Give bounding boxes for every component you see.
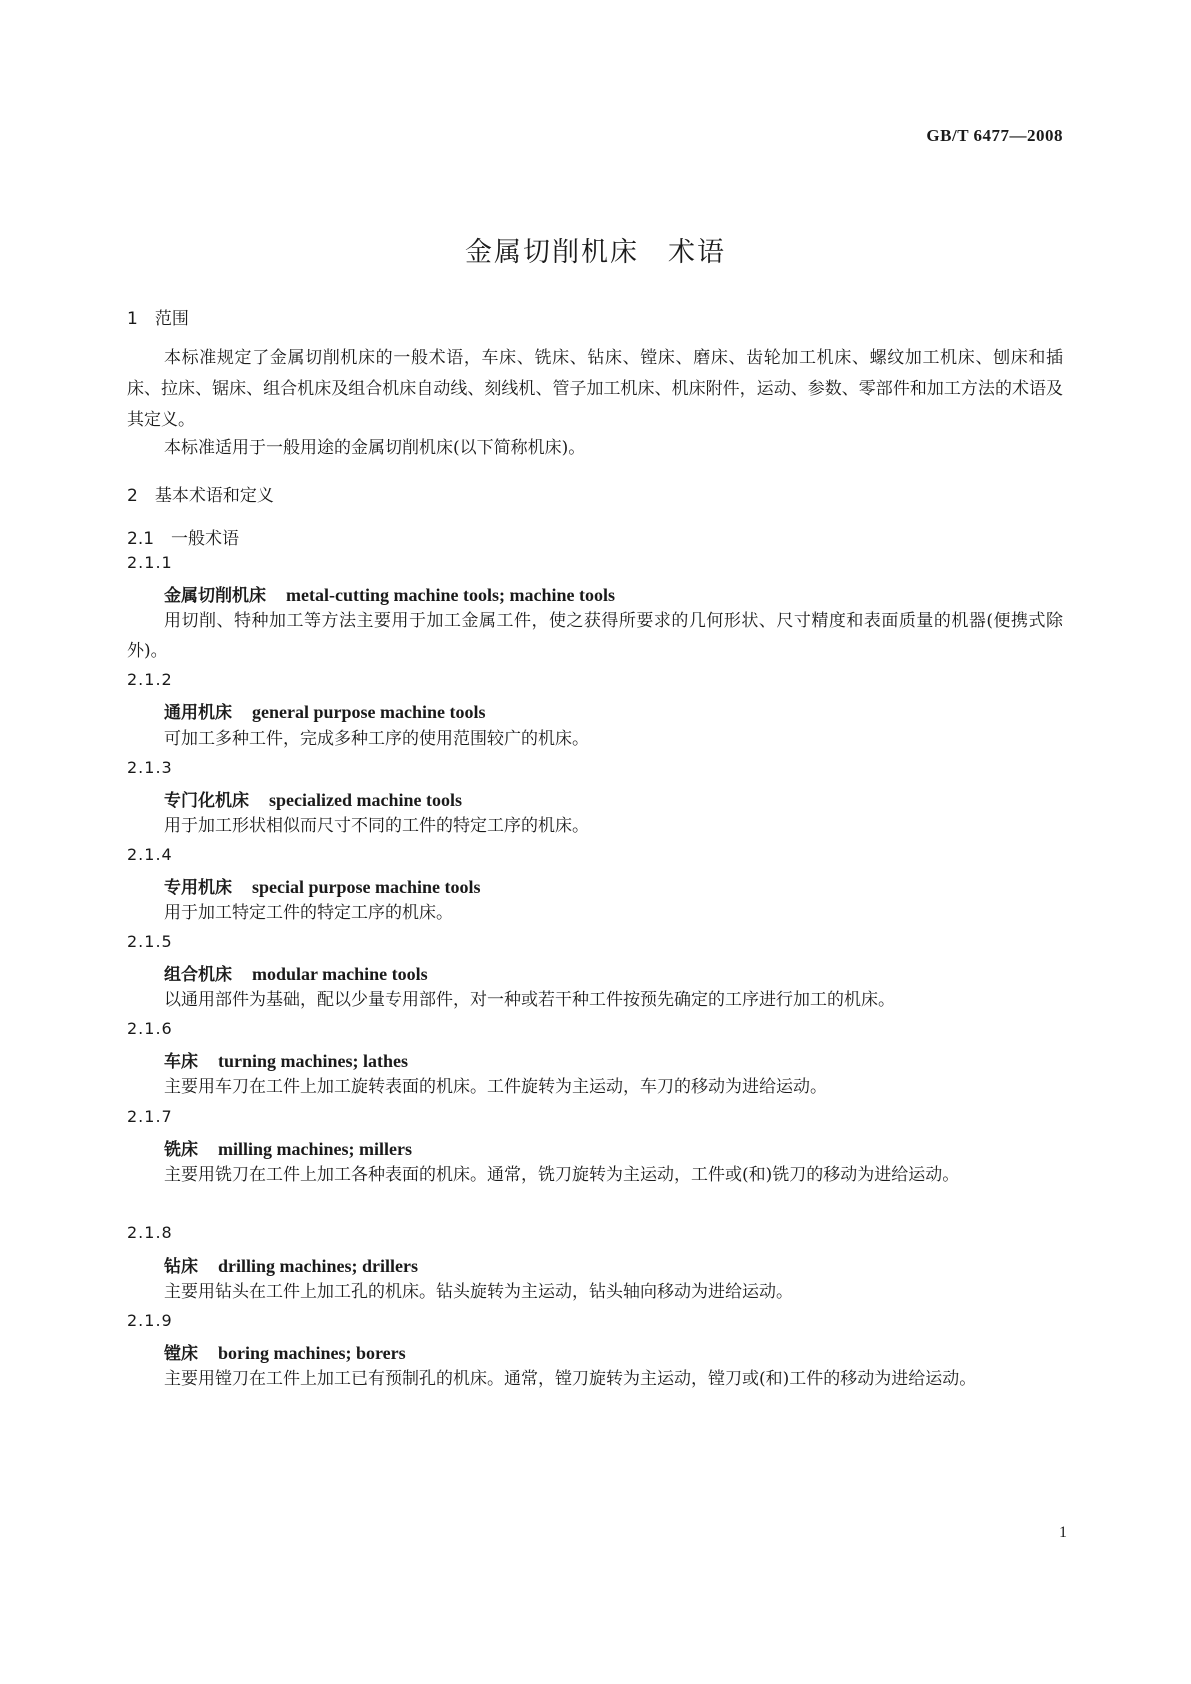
- term-heading: [164, 698, 486, 723]
- term-english: special purpose machine tools: [252, 877, 481, 897]
- term-english: drilling machines; drillers: [218, 1256, 418, 1276]
- term-chinese: 车床: [164, 1052, 198, 1072]
- section-heading-scope: 1 范围: [127, 309, 189, 329]
- term-chinese: 通用机床: [164, 703, 232, 723]
- page-number: 1: [1059, 1524, 1067, 1541]
- term-definition: 主要用钻头在工件上加工孔的机床。钻头旋转为主运动，钻头轴向移动为进给运动。: [164, 1282, 793, 1302]
- term-definition: 可加工多种工件，完成多种工序的使用范围较广的机床。: [164, 729, 589, 749]
- term-definition: 用于加工特定工件的特定工序的机床。: [164, 903, 453, 923]
- term-english: general purpose machine tools: [252, 702, 486, 722]
- term-chinese: 专门化机床: [164, 791, 249, 811]
- term-heading: [164, 1252, 418, 1277]
- term-chinese: 专用机床: [164, 878, 232, 898]
- term-definition: 主要用车刀在工件上加工旋转表面的机床。工件旋转为主运动，车刀的移动为进给运动。: [164, 1077, 827, 1097]
- scope-paragraph-1: 本标准规定了金属切削机床的一般术语，车床、铣床、钻床、镗床、磨床、齿轮加工机床、螺纹加工机床、刨床和插床、拉床、锯床、组合机床及组合机床自动线、刻线机、管子加工机床、机床附件，运动、参数、零部件和加工方法的术语及其定义。: [127, 348, 1063, 430]
- clause-number: 2.1.7: [127, 1107, 173, 1126]
- clause-number: 2.1.6: [127, 1019, 173, 1038]
- scope-paragraph-2: 本标准适用于一般用途的金属切削机床(以下简称机床)。: [164, 438, 586, 458]
- term-definition: 主要用镗刀在工件上加工已有预制孔的机床。通常，镗刀旋转为主运动，镗刀或(和)工件的移动为进给运动。: [164, 1369, 977, 1389]
- term-english: boring machines; borers: [218, 1343, 406, 1363]
- term-definition: 用切削、特种加工等方法主要用于加工金属工件，使之获得所要求的几何形状、尺寸精度和表面质量的机器(便携式除外)。: [127, 611, 1063, 661]
- clause-number: 2.1.4: [127, 845, 173, 864]
- term-chinese: 组合机床: [164, 965, 232, 985]
- term-heading: [164, 1339, 406, 1364]
- term-definition: 用于加工形状相似而尺寸不同的工件的特定工序的机床。: [164, 816, 589, 836]
- clause-number: 2.1.8: [127, 1223, 173, 1242]
- clause-number: 2.1.9: [127, 1311, 173, 1330]
- term-english: specialized machine tools: [269, 790, 462, 810]
- term-heading: [164, 1047, 408, 1072]
- term-heading: [164, 581, 615, 606]
- term-definition: 以通用部件为基础，配以少量专用部件，对一种或若干种工件按预先确定的工序进行加工的机床。: [164, 990, 895, 1010]
- clause-number: 2.1.1: [127, 553, 173, 572]
- term-chinese: 铣床: [164, 1140, 198, 1160]
- term-english: modular machine tools: [252, 964, 428, 984]
- clause-number: 2.1.5: [127, 932, 173, 951]
- section-heading-terms: 2 基本术语和定义: [127, 486, 274, 506]
- term-definition: 主要用铣刀在工件上加工各种表面的机床。通常，铣刀旋转为主运动，工件或(和)铣刀的移动为进给运动。: [164, 1165, 960, 1185]
- term-chinese: 镗床: [164, 1344, 198, 1364]
- term-heading: [164, 786, 462, 811]
- clause-number: 2.1.2: [127, 670, 173, 689]
- term-heading: [164, 960, 428, 985]
- subsection-heading-general: 2.1 一般术语: [127, 529, 240, 549]
- clause-number: 2.1.3: [127, 758, 173, 777]
- term-english: metal-cutting machine tools; machine tools: [286, 585, 615, 605]
- term-english: milling machines; millers: [218, 1139, 412, 1159]
- term-heading: [164, 873, 481, 898]
- standard-code: GB/T 6477—2008: [926, 126, 1063, 145]
- document-title: 金属切削机床 术语: [465, 237, 726, 268]
- term-english: turning machines; lathes: [218, 1051, 409, 1071]
- term-chinese: 金属切削机床: [164, 586, 266, 606]
- term-chinese: 钻床: [164, 1257, 198, 1277]
- term-heading: [164, 1135, 412, 1160]
